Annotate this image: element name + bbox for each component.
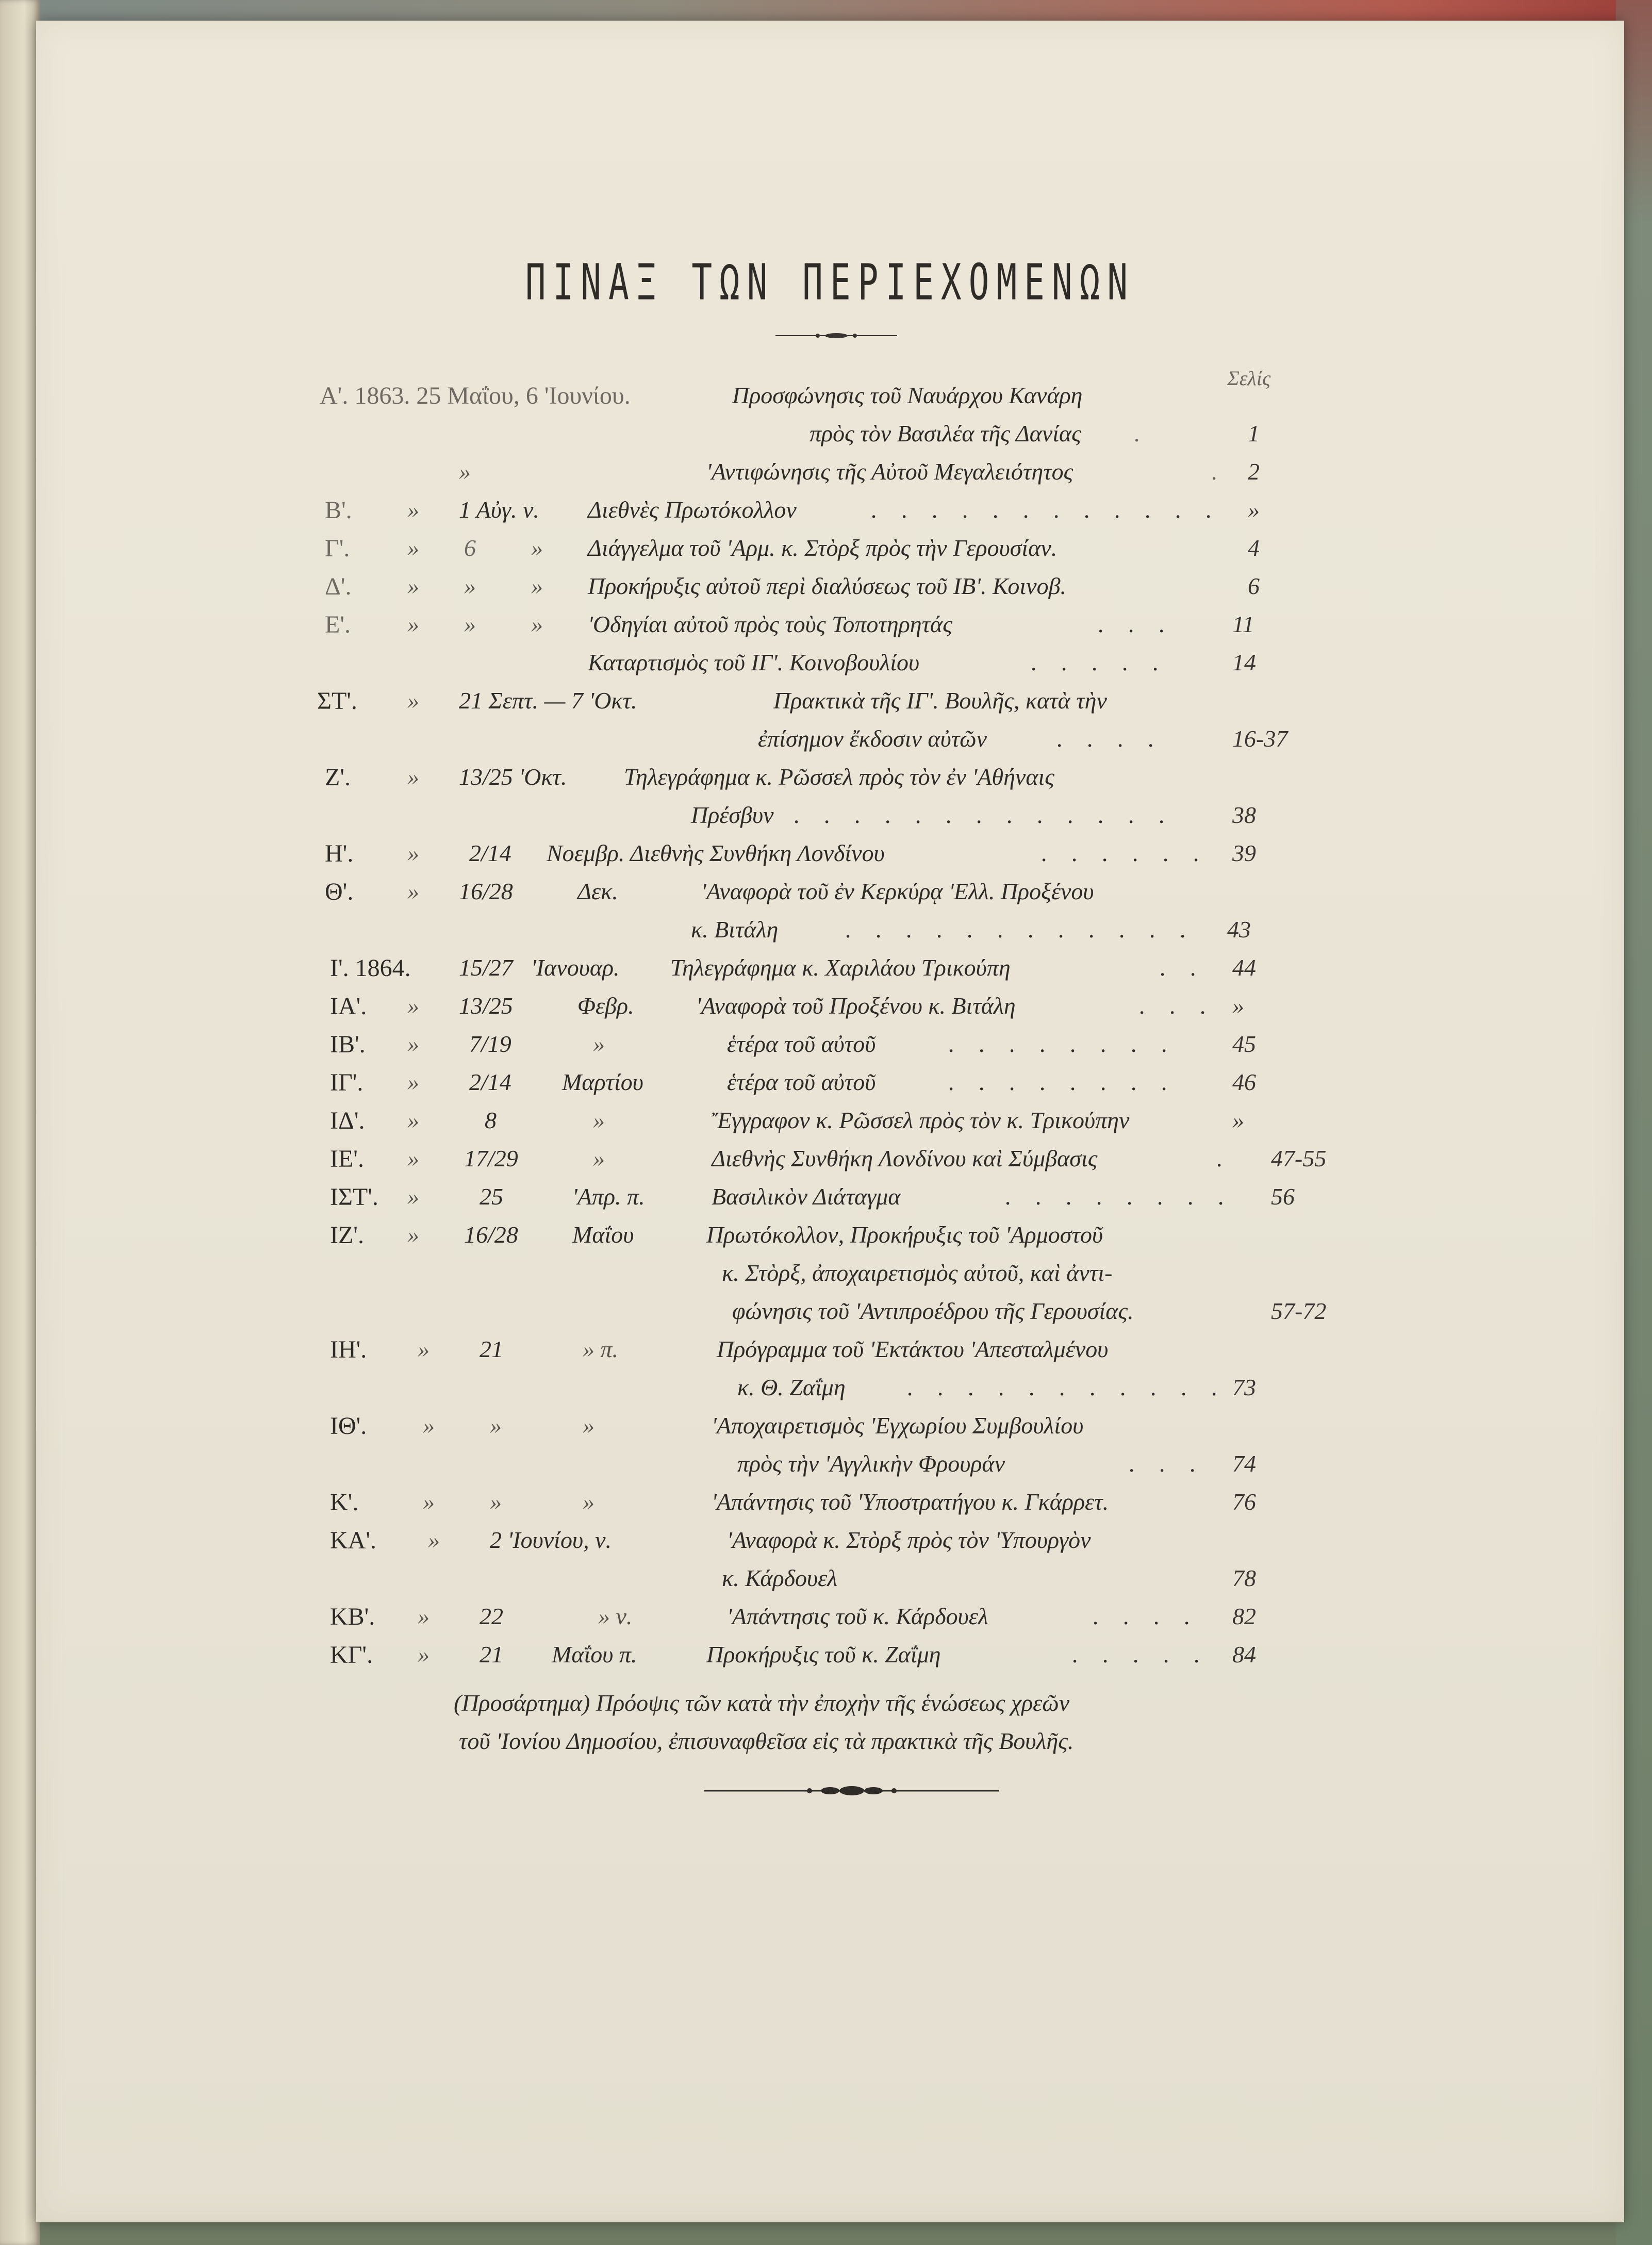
entry-date: » — [464, 611, 476, 637]
entry-month: » — [593, 1031, 605, 1057]
entry-date: » — [490, 1412, 502, 1439]
dot-leader: . . — [1160, 954, 1206, 981]
entry-label: Α'. 1863. 25 Μαΐου, 6 'Ιουνίου. — [320, 382, 631, 409]
entry-quote: » — [407, 687, 419, 714]
entry-date: 13/25 'Οκτ. — [459, 764, 567, 790]
page-title: ΠΙΝΑΞ ΤΩΝ ΠΕΡΙΕΧΟΜΕΝΩΝ — [525, 254, 1135, 311]
entry-page: 44 — [1232, 954, 1256, 981]
dot-leader: . . . — [1098, 611, 1175, 637]
entry-text: Πρόγραμμα τοῦ 'Εκτάκτου 'Απεσταλμένου — [717, 1336, 1109, 1362]
dot-leader: . . . . — [1057, 725, 1164, 752]
entry-label: ΙΕ'. — [330, 1145, 364, 1173]
entry-continuation: πρὸς τὸν Βασιλέα τῆς Δανίας — [810, 420, 1081, 447]
entry-quote: » — [407, 497, 419, 523]
entry-text: Ἔγγραφον κ. Ρῶσσελ πρὸς τὸν κ. Τρικούπην — [712, 1107, 1130, 1133]
entry-month: » ν. — [598, 1603, 633, 1629]
entry-text: 'Οδηγίαι αὐτοῦ πρὸς τοὺς Τοποτηρητάς — [588, 611, 952, 637]
entry-text: Διεθνὲς Πρωτόκολλον — [588, 497, 797, 523]
entry-date: 25 — [480, 1183, 503, 1210]
entry-label: ΙΗ'. — [330, 1336, 367, 1363]
entry-text: 'Απάντησις τοῦ 'Υποστρατήγου κ. Γκάρρετ. — [712, 1489, 1109, 1515]
entry-month: Δεκ. — [577, 878, 618, 904]
entry-text: 'Αντιφώνησις τῆς Αὐτοῦ Μεγαλειότητος — [706, 458, 1073, 485]
entry-label: Δ'. — [325, 573, 352, 600]
entry-label: ΚΑ'. — [330, 1527, 376, 1554]
entry-date: 15/27 — [459, 954, 513, 981]
entry-label: ΙΒ'. — [330, 1031, 366, 1058]
entry-label: Β'. — [325, 497, 352, 524]
dot-leader: . . . . — [1093, 1603, 1200, 1629]
entry-label: ΙΘ'. — [330, 1412, 367, 1440]
entry-label: ΣΤ'. — [317, 687, 357, 715]
entry-date: 21 — [480, 1336, 503, 1362]
entry-date: 21 Σεπτ. — 7 'Οκτ. — [459, 687, 637, 714]
entry-page: » — [1232, 1107, 1244, 1133]
entry-label: ΙΖ'. — [330, 1221, 364, 1249]
entry-quote: » — [418, 1336, 429, 1362]
entry-date: 2/14 — [469, 840, 511, 866]
entry-label: Ε'. — [325, 611, 351, 638]
entry-label: Η'. — [325, 840, 354, 867]
entry-page: 82 — [1232, 1603, 1256, 1629]
entry-date: 6 — [464, 535, 476, 561]
entry-text: Βασιλικὸν Διάταγμα — [712, 1183, 901, 1210]
entry-page: » — [1232, 993, 1244, 1019]
entry-text: Πρακτικὰ τῆς ΙΓ'. Βουλῆς, κατὰ τὴν — [773, 687, 1107, 714]
entry-month: Μαΐου — [572, 1221, 634, 1248]
book-page — [36, 21, 1624, 2222]
entry-quote: » — [407, 535, 419, 561]
entry-text: ἑτέρα τοῦ αὐτοῦ — [727, 1069, 876, 1095]
entry-quote: » — [531, 535, 543, 561]
entry-text: Νοεμβρ. Διεθνὴς Συνθήκη Λονδίνου — [547, 840, 885, 866]
dot-leader: . — [1134, 420, 1150, 447]
dot-leader: . . . — [1139, 993, 1216, 1019]
entry-page: 47-55 — [1271, 1145, 1327, 1171]
entry-date: 1 Αὐγ. ν. — [459, 497, 539, 523]
entry-label: Θ'. — [325, 878, 354, 905]
appendix-line: (Προσάρτημα) Πρόοψις τῶν κατὰ τὴν ἐποχὴν τῆς ἑνώσεως χρεῶν — [454, 1690, 1070, 1716]
entry-continuation: κ. Κάρδουελ — [722, 1565, 838, 1591]
entry-continuation: Καταρτισμὸς τοῦ ΙΓ'. Κοινοβουλίου — [588, 649, 920, 675]
entry-page: 16-37 — [1232, 725, 1288, 752]
entry-page: 11 — [1232, 611, 1254, 637]
entry-quote: » — [407, 1145, 419, 1171]
entry-quote: » — [407, 1069, 419, 1095]
entry-label: Ζ'. — [325, 764, 351, 791]
dot-leader: . — [1212, 458, 1227, 485]
entry-text: Προσφώνησις τοῦ Ναυάρχου Κανάρη — [732, 382, 1083, 408]
entry-date: 7/19 — [469, 1031, 511, 1057]
dot-leader: . . . . . . — [1042, 840, 1209, 866]
table-of-contents — [36, 21, 1624, 2222]
dot-leader: . . . . . . . . — [949, 1031, 1177, 1057]
entry-label: Γ'. — [325, 535, 350, 562]
entry-page: 46 — [1232, 1069, 1256, 1095]
entry-date: 22 — [480, 1603, 503, 1629]
entry-month: » — [583, 1412, 594, 1439]
entry-continuation: κ. Θ. Ζαΐμη — [737, 1374, 846, 1400]
entry-text: Διάγγελμα τοῦ 'Αρμ. κ. Στὸρξ πρὸς τὴν Γερουσίαν. — [588, 535, 1058, 561]
entry-text: Προκήρυξις τοῦ κ. Ζαΐμη — [706, 1641, 941, 1668]
entry-label: ΚΒ'. — [330, 1603, 375, 1630]
entry-date: » — [490, 1489, 502, 1515]
entry-quote: » — [407, 1107, 419, 1133]
entry-quote: » — [531, 573, 543, 599]
entry-page: 78 — [1232, 1565, 1256, 1591]
entry-month: Μαΐου π. — [552, 1641, 637, 1668]
dot-leader: . — [1217, 1145, 1232, 1171]
entry-month: Μαρτίου — [562, 1069, 643, 1095]
entry-text: ἑτέρα τοῦ αὐτοῦ — [727, 1031, 876, 1057]
entry-quote: » — [407, 878, 419, 904]
dot-leader: . . . . . — [1031, 649, 1168, 675]
entry-quote: » — [407, 1183, 419, 1210]
entry-text: 'Αναφορὰ τοῦ Προξένου κ. Βιτάλη — [696, 993, 1016, 1019]
entry-page: 45 — [1232, 1031, 1256, 1057]
entry-quote: » — [531, 611, 543, 637]
entry-page: 1 — [1248, 420, 1260, 447]
entry-text: Διεθνὴς Συνθήκη Λονδίνου καὶ Σύμβασις — [712, 1145, 1098, 1171]
entry-date: 2/14 — [469, 1069, 511, 1095]
entry-month: Φεβρ. — [577, 993, 634, 1019]
entry-page: 74 — [1232, 1450, 1256, 1477]
entry-quote: » — [428, 1527, 440, 1553]
entry-page: 43 — [1227, 916, 1251, 943]
entry-continuation: ἐπίσημον ἔκδοσιν αὐτῶν — [758, 725, 987, 752]
dot-leader: . . . — [1129, 1450, 1205, 1477]
entry-page: 14 — [1232, 649, 1256, 675]
dot-leader: . . . . . . . . . . . . — [871, 497, 1221, 523]
entry-date: » — [464, 573, 476, 599]
entry-label: ΙΔ'. — [330, 1107, 365, 1134]
entry-quote: » — [407, 993, 419, 1019]
entry-page: 4 — [1248, 535, 1260, 561]
dot-leader: . . . . . . . . — [1005, 1183, 1234, 1210]
entry-page: 6 — [1248, 573, 1260, 599]
entry-continuation: φώνησις τοῦ 'Αντιπροέδρου τῆς Γερουσίας. — [732, 1298, 1134, 1324]
entry-month: » — [593, 1107, 605, 1133]
entry-continuation: κ. Βιτάλη — [691, 916, 779, 943]
dot-leader: . . . . . . . . . . . . . — [794, 802, 1175, 828]
entry-label: Ι'. 1864. — [330, 954, 411, 982]
entry-continuation: πρὸς τὴν 'Αγγλικὴν Φρουράν — [737, 1450, 1005, 1477]
entry-quote: » — [423, 1412, 435, 1439]
facing-page-edge — [0, 0, 40, 2245]
entry-date: 13/25 — [459, 993, 513, 1019]
entry-label: Κ'. — [330, 1489, 359, 1516]
appendix-line: τοῦ 'Ιονίου Δημοσίου, ἐπισυναφθεῖσα εἰς τὰ πρακτικὰ τῆς Βουλῆς. — [459, 1728, 1074, 1754]
entry-date: 2 'Ιουνίου, ν. — [490, 1527, 612, 1553]
entry-quote: » — [423, 1489, 435, 1515]
dot-leader: . . . . . . . . . . . . — [846, 916, 1196, 943]
entry-page: 2 — [1248, 458, 1260, 485]
dot-leader: . . . . . . . . — [949, 1069, 1177, 1095]
entry-page: 84 — [1232, 1641, 1256, 1668]
entry-page: 76 — [1232, 1489, 1256, 1515]
entry-text: 'Αναφορὰ κ. Στὸρξ πρὸς τὸν 'Υπουργὸν — [727, 1527, 1091, 1553]
entry-month: » — [593, 1145, 605, 1171]
entry-quote: » — [407, 573, 419, 599]
entry-date: 17/29 — [464, 1145, 518, 1171]
entry-date: 8 — [485, 1107, 497, 1133]
entry-continuation: Πρέσβυν — [691, 802, 774, 828]
entry-text: 'Απάντησις τοῦ κ. Κάρδουελ — [727, 1603, 988, 1629]
entry-quote: » — [407, 764, 419, 790]
entry-month: 'Ιανουαρ. — [531, 954, 620, 981]
entry-label: ΚΓ'. — [330, 1641, 373, 1669]
entry-date: 16/28 — [464, 1221, 518, 1248]
entry-quote: » — [418, 1641, 429, 1668]
entry-month: » π. — [583, 1336, 619, 1362]
entry-label: ΙΣΤ'. — [330, 1183, 378, 1211]
dot-leader: . . . . . — [1072, 1641, 1210, 1668]
entry-text: 'Αναφορὰ τοῦ ἐν Κερκύρᾳ 'Ελλ. Προξένου — [701, 878, 1094, 904]
entry-label: ΙΑ'. — [330, 993, 367, 1020]
entry-text: Πρωτόκολλον, Προκήρυξις τοῦ 'Αρμοστοῦ — [706, 1221, 1103, 1248]
entry-page: 56 — [1271, 1183, 1295, 1210]
entry-page: » — [1248, 497, 1260, 523]
entry-quote: » — [459, 458, 471, 485]
ornament-divider-bottom — [701, 1783, 1002, 1798]
entry-text: Τηλεγράφημα κ. Χαριλάου Τρικούπη — [670, 954, 1011, 981]
entry-text: 'Αποχαιρετισμὸς 'Εγχωρίου Συμβουλίου — [712, 1412, 1084, 1439]
entry-month: 'Απρ. π. — [572, 1183, 645, 1210]
entry-page: 57-72 — [1271, 1298, 1327, 1324]
entry-label: ΙΓ'. — [330, 1069, 364, 1096]
entry-quote: » — [407, 840, 419, 866]
entry-date: 21 — [480, 1641, 503, 1668]
entry-continuation: κ. Στὸρξ, ἀποχαιρετισμὸς αὐτοῦ, καὶ ἀντι- — [722, 1260, 1113, 1286]
entry-text: Τηλεγράφημα κ. Ρῶσσελ πρὸς τὸν ἐν 'Αθήναις — [624, 764, 1054, 790]
entry-quote: » — [418, 1603, 429, 1629]
entry-page: 38 — [1232, 802, 1256, 828]
entry-month: » — [583, 1489, 594, 1515]
entry-quote: » — [407, 1221, 419, 1248]
entry-quote: » — [407, 611, 419, 637]
entry-date: 16/28 — [459, 878, 513, 904]
dot-leader: . . . . . . . . . . . — [907, 1374, 1227, 1400]
entry-page: 73 — [1232, 1374, 1256, 1400]
entry-text: Προκήρυξις αὐτοῦ περὶ διαλύσεως τοῦ ΙΒ'. Κοινοβ. — [588, 573, 1066, 599]
entry-quote: » — [407, 1031, 419, 1057]
page-column-header: Σελίς — [1227, 367, 1271, 390]
entry-page: 39 — [1232, 840, 1256, 866]
